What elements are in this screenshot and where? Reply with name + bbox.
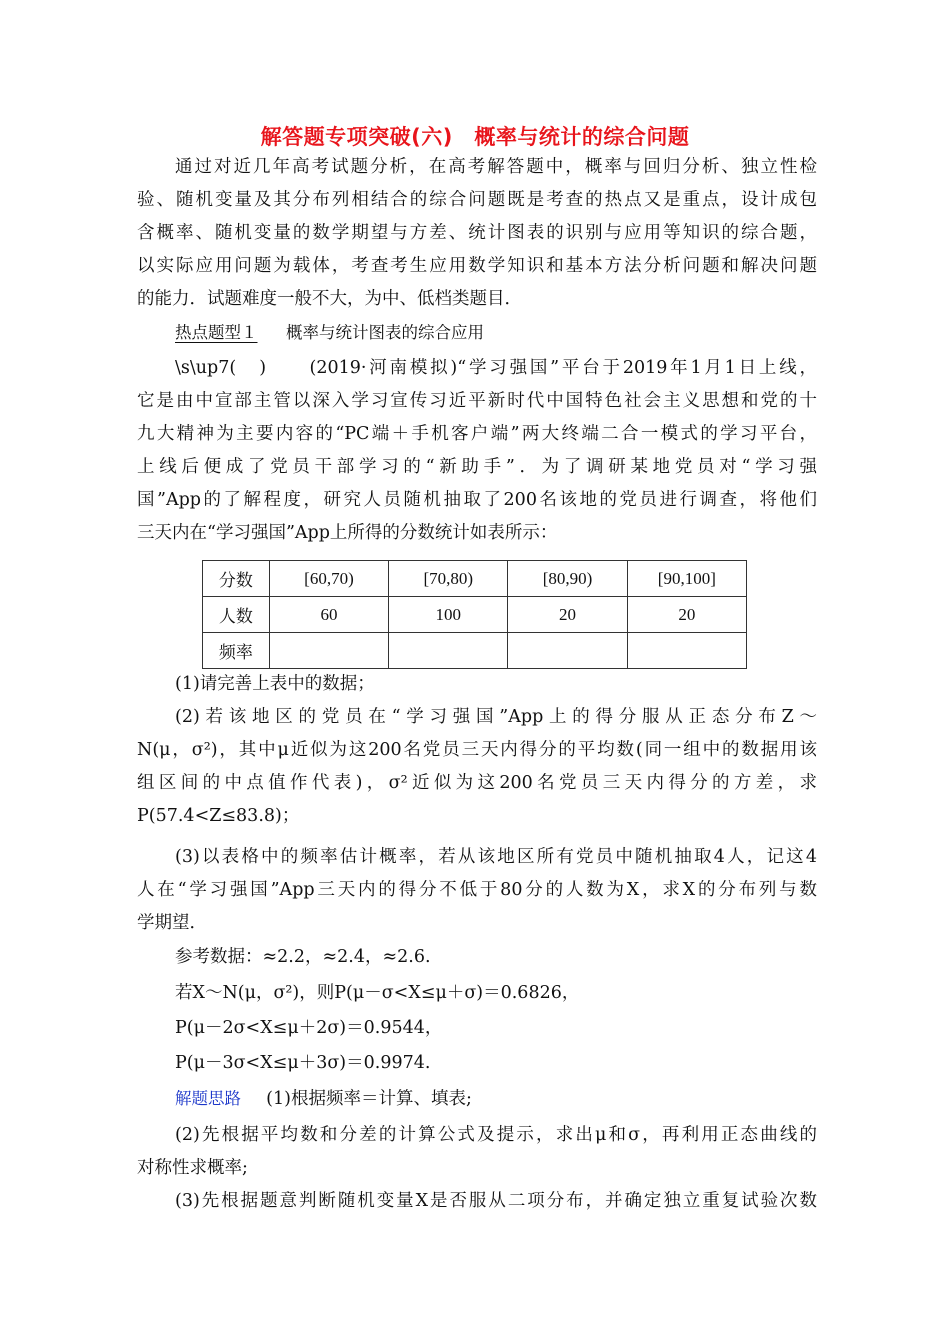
table-cell (627, 633, 746, 669)
score-table (202, 560, 747, 669)
table-row (203, 597, 747, 633)
intro-line: 含概率、随机变量的数学期望与方差、统计图表的识别与应用等知识的综合题， (137, 223, 817, 243)
question-line: 人在“学习强国”App三天内的得分不低于80分的人数为X，求X的分布列与数 (137, 880, 817, 900)
question-line: (1)请完善上表中的数据； (175, 674, 375, 694)
solution-line: 对称性求概率; (137, 1158, 248, 1178)
table-cell: 频率 (203, 633, 270, 669)
table-cell: [90,100] (627, 561, 746, 597)
problem-line: 它是由中宣部主管以深入学习宣传习近平新时代中国特色社会主义思想和党的十 (137, 391, 817, 411)
intro-line: 的能力．试题难度一般不大，为中、低档类题目． (137, 289, 522, 309)
question-line: N(μ，σ²)，其中μ近似为这200名党员三天内得分的平均数(同一组中的数据用该 (137, 740, 817, 760)
table-cell: [60,70) (269, 561, 388, 597)
question-line: 学期望． (137, 913, 207, 933)
problem-line: 三天内在“学习强国”App上所得的分数统计如表所示： (137, 523, 558, 543)
question-line: (3)以表格中的频率估计概率，若从该地区所有党员中随机抽取4人，记这4 (175, 847, 817, 867)
solution-first-line (175, 1088, 817, 1110)
reference-line: 参考数据：≈2.2，≈2.4，≈2.6. (175, 947, 431, 967)
page-title: 解答题专项突破(六) 概率与统计的综合问题 (260, 125, 690, 149)
reference-line: P(μ－2σ<X≤μ＋2σ)＝0.9544， (175, 1018, 443, 1038)
table-cell: 60 (269, 597, 388, 633)
table-cell: 分数 (203, 561, 270, 597)
table-cell: [80,90) (508, 561, 627, 597)
intro-line: 以实际应用问题为载体，考查考生应用数学知识和基本方法分析问题和解决问题 (137, 256, 817, 276)
problem-line: 九大精神为主要内容的“PC端＋手机客户端”两大终端二合一模式的学习平台， (137, 424, 817, 444)
section-heading (175, 322, 817, 344)
question-line: 组区间的中点值作代表)，σ²近似为这200名党员三天内得分的方差，求 (137, 773, 817, 793)
table-cell: 20 (508, 597, 627, 633)
table-cell (389, 633, 508, 669)
problem-line: 上线后便成了党员干部学习的“新助手”．为了调研某地党员对“学习强 (137, 457, 817, 477)
table-row (203, 561, 747, 597)
solution-line: (2)先根据平均数和分差的计算公式及提示，求出μ和σ，再利用正态曲线的 (175, 1125, 817, 1145)
table-cell (508, 633, 627, 669)
problem-line: 国”App的了解程度，研究人员随机抽取了200名该地的党员进行调查，将他们 (137, 490, 817, 510)
intro-line: 通过对近几年高考试题分析，在高考解答题中，概率与回归分析、独立性检 (175, 157, 817, 177)
table-cell: 20 (627, 597, 746, 633)
table-row (203, 633, 747, 669)
table-cell: [70,80) (389, 561, 508, 597)
question-line: P(57.4<Z≤83.8)； (137, 806, 300, 826)
reference-line: P(μ－3σ<X≤μ＋3σ)＝0.9974. (175, 1053, 431, 1073)
section-title: 概率与统计图表的综合应用 (286, 323, 484, 342)
intro-line: 验、随机变量及其分布列相结合的综合问题既是考查的热点又是重点，设计成包 (137, 190, 817, 210)
table-cell: 100 (389, 597, 508, 633)
question-line: (2)若该地区的党员在“学习强国”App上的得分服从正态分布Z～ (175, 707, 817, 727)
solution-label: 解题思路 (175, 1089, 241, 1108)
reference-line: 若X～N(μ，σ²)，则P(μ－σ<X≤μ＋σ)＝0.6826， (175, 983, 580, 1003)
problem-line: \s\up7( ) (2019·河南模拟)“学习强国”平台于2019年1月1日上线， (175, 358, 817, 378)
table-cell (269, 633, 388, 669)
solution-text: (1)根据频率＝计算、填表; (266, 1089, 472, 1109)
solution-line: (3)先根据题意判断随机变量X是否服从二项分布，并确定独立重复试验次数 (175, 1191, 817, 1211)
table-cell: 人数 (203, 597, 270, 633)
section-label: 热点题型１ (175, 323, 258, 342)
